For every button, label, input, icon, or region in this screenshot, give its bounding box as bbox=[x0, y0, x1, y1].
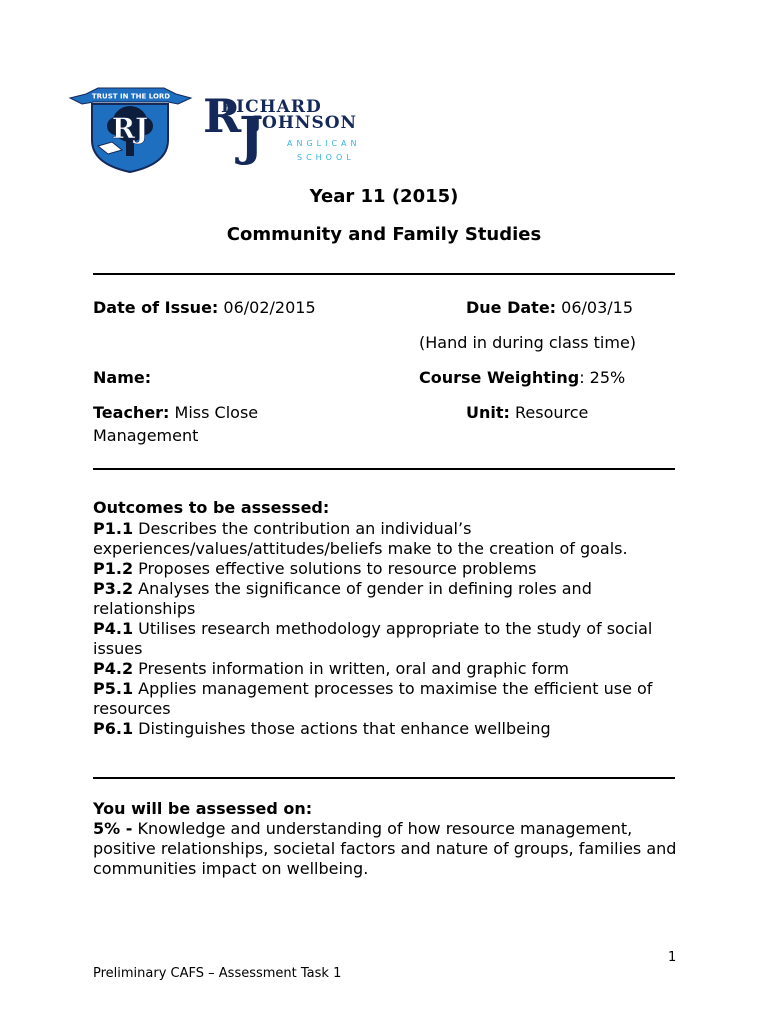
outcomes-section bbox=[93, 498, 693, 739]
date-of-issue-label: Date of Issue: bbox=[93, 298, 219, 317]
outcome-item bbox=[93, 619, 693, 659]
due-date-value: 06/03/15 bbox=[561, 298, 634, 317]
divider bbox=[93, 468, 675, 470]
name-label: Name: bbox=[93, 368, 152, 387]
wordmark-r: R bbox=[203, 92, 242, 143]
assessment-weight: 5% - bbox=[93, 819, 133, 838]
outcome-code: P4.1 bbox=[93, 619, 134, 638]
outcome-text: Distinguishes those actions that enhance wellbeing bbox=[138, 719, 551, 738]
crest-banner-text: TRUST IN THE LORD bbox=[91, 92, 171, 101]
course-weighting-label: Course Weighting bbox=[419, 368, 580, 387]
outcome-code: P4.2 bbox=[93, 659, 134, 678]
page-title-year: Year 11 (2015) bbox=[309, 186, 459, 207]
due-date bbox=[466, 298, 633, 318]
hand-in-note: (Hand in during class time) bbox=[419, 333, 637, 352]
course-weighting-value: : 25% bbox=[579, 368, 626, 387]
assessment-title: You will be assessed on: bbox=[93, 799, 313, 818]
assessment-text: Knowledge and understanding of how resource management, positive relationships, societal factors and nature of groups, families and communities impact on wellbeing. bbox=[93, 819, 677, 878]
outcome-text: Utilises research methodology appropriate to the study of social issues bbox=[93, 619, 653, 658]
page-number: 1 bbox=[668, 950, 677, 965]
course-weighting bbox=[419, 368, 625, 388]
crest-letters: RJ bbox=[111, 112, 149, 145]
outcome-item bbox=[93, 679, 693, 719]
wordmark-name-line2: JOHNSON bbox=[253, 113, 358, 133]
outcome-code: P5.1 bbox=[93, 679, 134, 698]
outcome-text: Presents information in written, oral and graphic form bbox=[138, 659, 569, 678]
school-logo bbox=[68, 86, 388, 176]
wordmark-sub-line2: SCHOOL bbox=[297, 153, 355, 162]
school-crest-icon bbox=[68, 86, 193, 174]
teacher-label: Teacher: bbox=[93, 403, 170, 422]
teacher bbox=[93, 403, 258, 423]
outcome-item bbox=[93, 559, 693, 579]
page-title-subject: Community and Family Studies bbox=[226, 224, 542, 245]
outcome-item bbox=[93, 579, 693, 619]
wordmark-sub-line1: ANGLICAN bbox=[287, 139, 361, 148]
date-of-issue-value: 06/02/2015 bbox=[223, 298, 316, 317]
teacher-value: Miss Close bbox=[174, 403, 259, 422]
divider bbox=[93, 777, 675, 779]
wordmark-name-line1: RICHARD bbox=[221, 97, 322, 117]
unit-label: Unit: bbox=[466, 403, 510, 422]
unit-value-continued: Management bbox=[93, 426, 199, 445]
outcome-code: P3.2 bbox=[93, 579, 134, 598]
outcome-code: P1.1 bbox=[93, 519, 134, 538]
outcome-code: P6.1 bbox=[93, 719, 134, 738]
outcome-item bbox=[93, 519, 693, 559]
school-wordmark bbox=[203, 92, 388, 172]
outcome-text: Describes the contribution an individual’s experiences/values/attitudes/beliefs make to the creation of goals. bbox=[93, 519, 628, 558]
outcome-text: Proposes effective solutions to resource problems bbox=[138, 559, 537, 578]
divider bbox=[93, 273, 675, 275]
outcomes-title: Outcomes to be assessed: bbox=[93, 498, 330, 517]
wordmark-j: J bbox=[239, 106, 264, 167]
outcome-item bbox=[93, 719, 693, 739]
footer-task-label: Preliminary CAFS – Assessment Task 1 bbox=[93, 966, 342, 981]
due-date-label: Due Date: bbox=[466, 298, 557, 317]
unit-value: Resource bbox=[515, 403, 589, 422]
unit bbox=[466, 403, 588, 423]
date-of-issue bbox=[93, 298, 316, 318]
outcome-item bbox=[93, 659, 693, 679]
assessment-section bbox=[93, 799, 693, 879]
outcome-text: Analyses the significance of gender in defining roles and relationships bbox=[93, 579, 592, 618]
outcome-code: P1.2 bbox=[93, 559, 134, 578]
outcome-text: Applies management processes to maximise the efficient use of resources bbox=[93, 679, 653, 718]
assessment-item bbox=[93, 819, 693, 879]
